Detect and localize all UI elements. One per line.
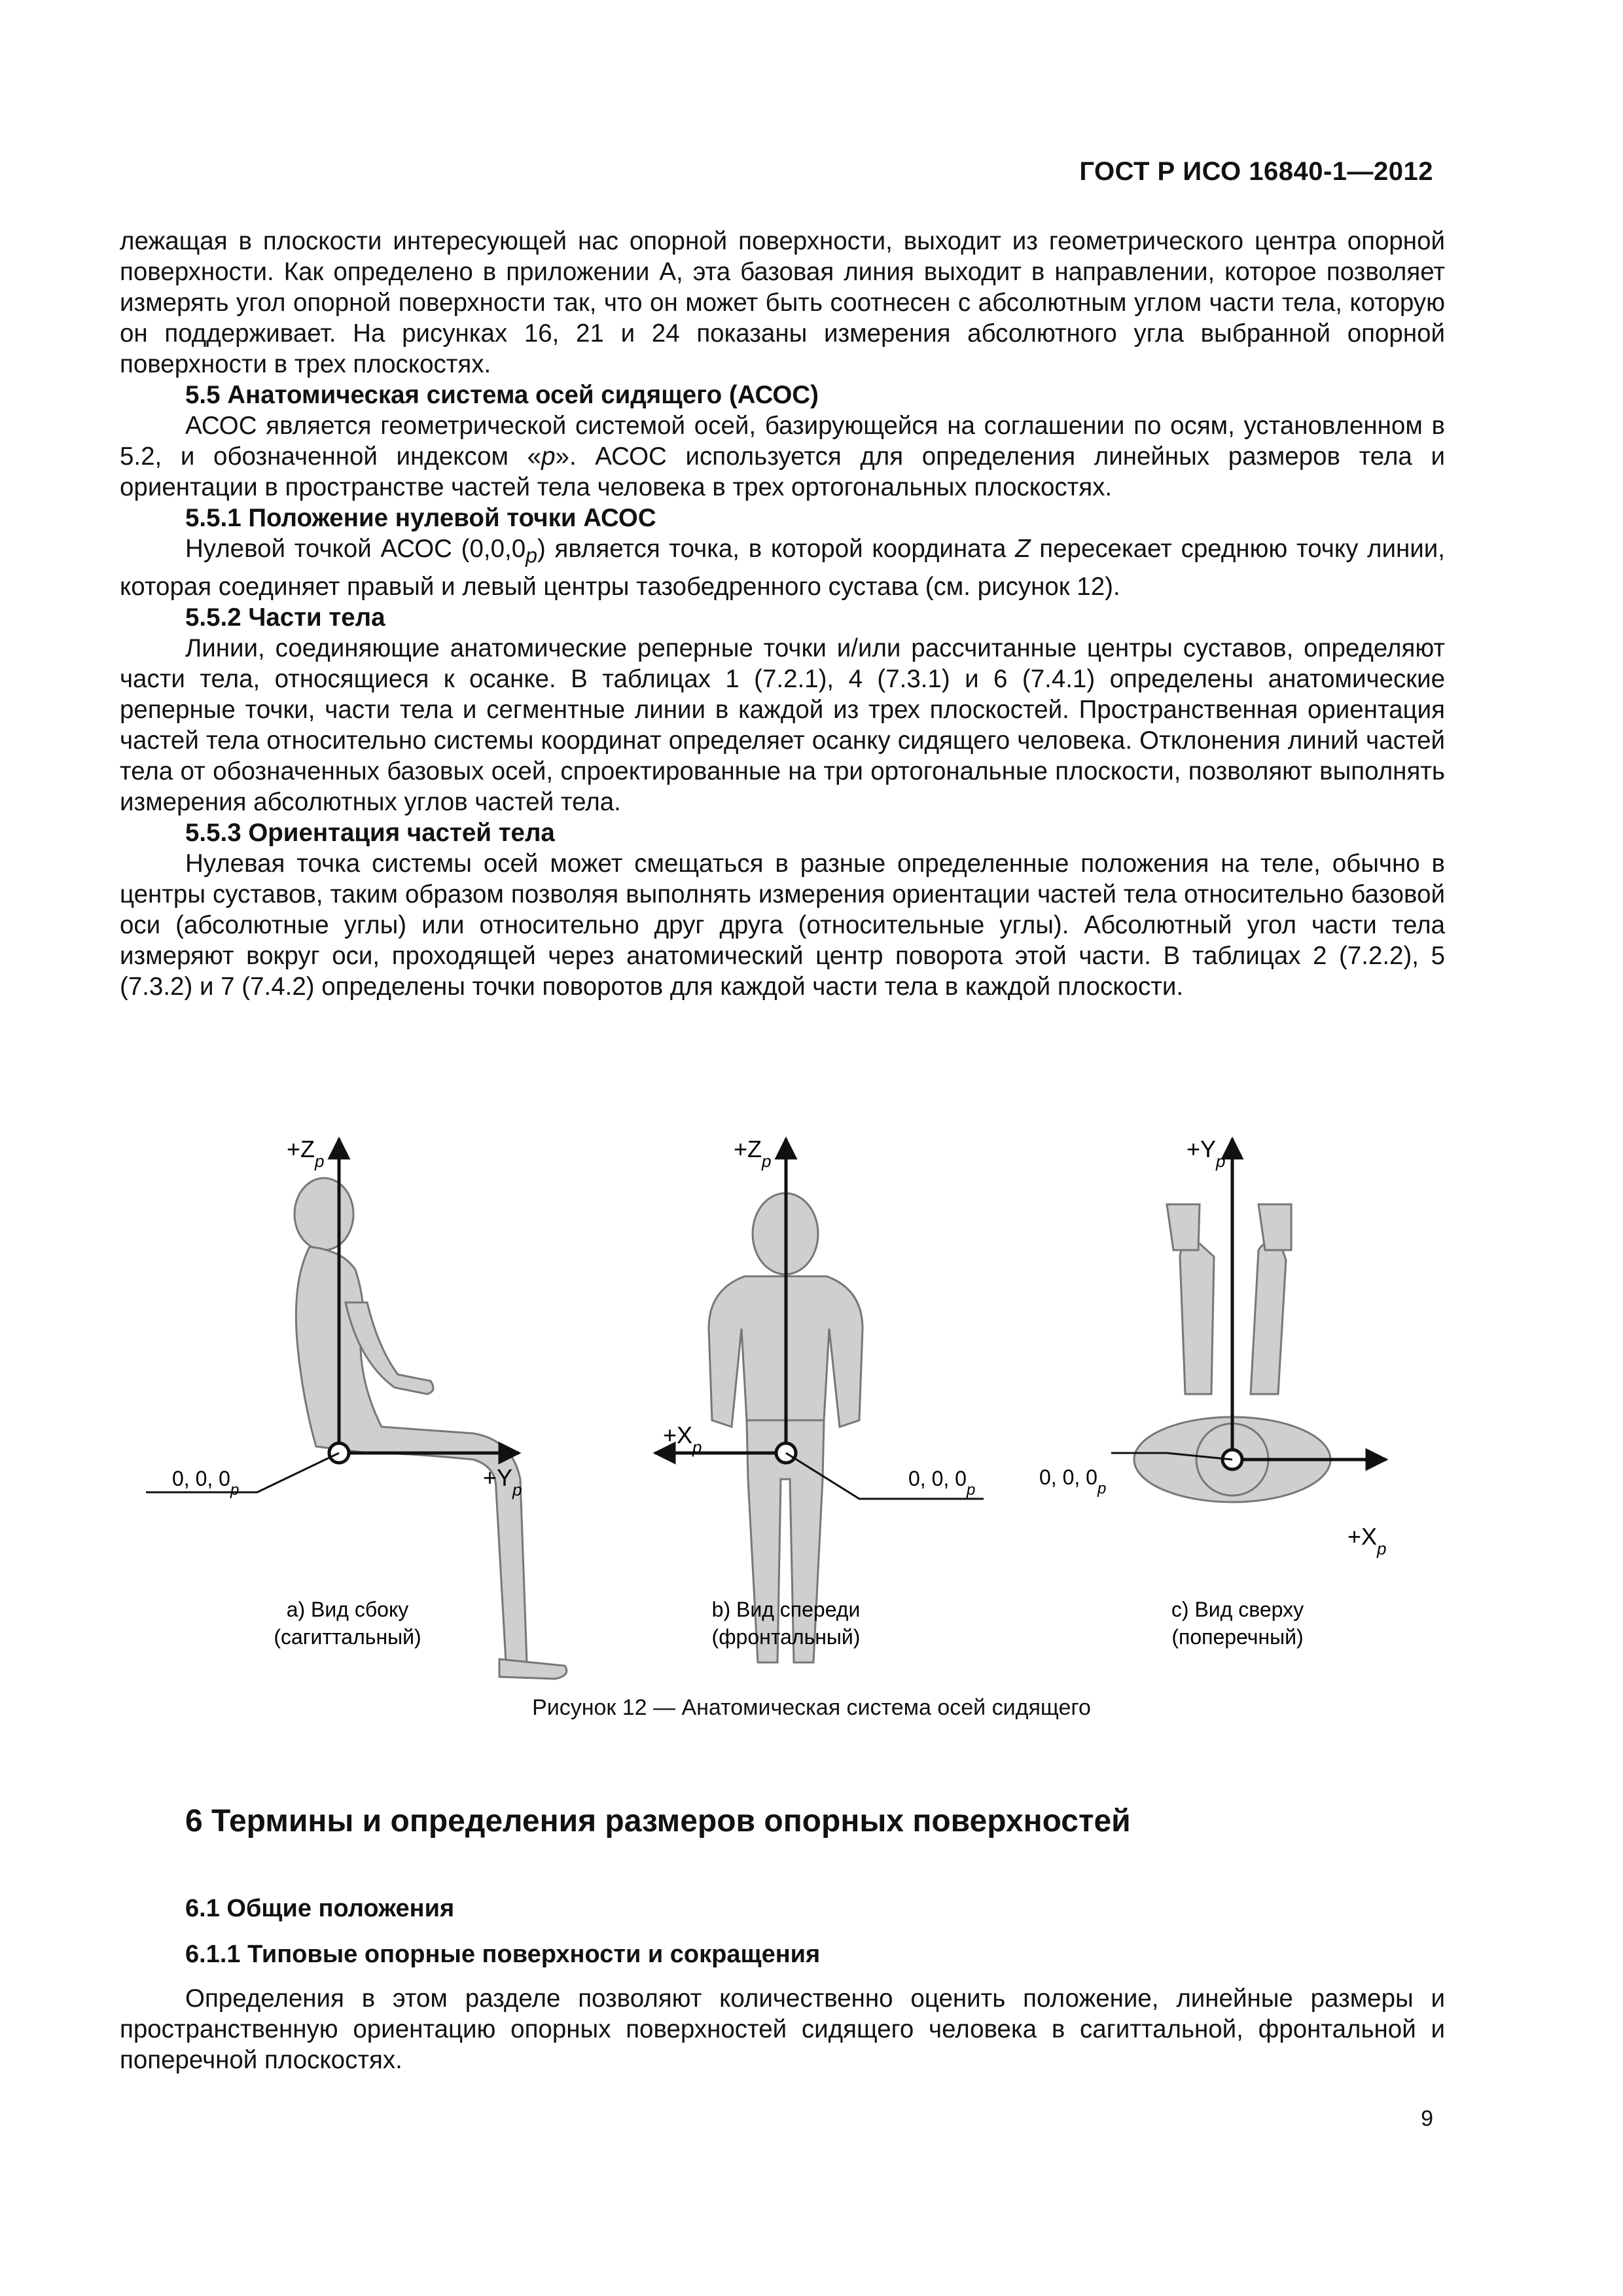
view-front-label-1: b) Вид спереди [711, 1598, 861, 1621]
paragraph-5-5-1 [120, 533, 1445, 602]
view-side-label-2: (сагиттальный) [274, 1625, 421, 1649]
italic-z: Z [1015, 535, 1031, 563]
view-top-label-2: (поперечный) [1171, 1625, 1304, 1649]
page-number: 9 [1421, 2106, 1433, 2131]
italic-p: p [541, 442, 556, 471]
view-top-label-1: c) Вид сверху [1171, 1598, 1304, 1621]
text-span: Нулевой точкой АСОС (0,0,0 [185, 535, 526, 563]
axis-label-y-top [1186, 1136, 1226, 1171]
paragraph-6-1-1: Определения в этом разделе позволяют количественно оценить положение, линейные размеры и пространственную ориентацию опорных поверхностей сидящего человека в сагиттальной, фронтальной и поперечной плоскостях. [120, 1984, 1445, 2074]
view-front [655, 1136, 984, 1662]
axis-x-text: +X [1347, 1523, 1378, 1550]
axis-label-x-top [1347, 1523, 1387, 1558]
axis-sub-p: p [692, 1437, 702, 1457]
heading-5-5-2: 5.5.2 Части тела [185, 603, 385, 632]
axis-sub-p: p [1216, 1151, 1226, 1171]
text-span: ». АСОС используется для определения линейных размеров тела и ориентации в пространстве частей тела человека в трех ортогональных плоскостях. [120, 442, 1445, 501]
heading-5-5-1: 5.5.1 Положение нулевой точки АСОС [185, 504, 656, 532]
paragraph-5-5 [120, 410, 1445, 503]
subscript-p: p [526, 543, 537, 567]
view-front-label-2: (фронтальный) [711, 1625, 861, 1649]
axis-label-z-side [287, 1136, 324, 1171]
axis-sub-p: p [762, 1151, 772, 1171]
axis-y-text: +Y [483, 1464, 513, 1491]
figure-caption: Рисунок 12 — Анатомическая система осей сидящего [532, 1695, 1091, 1720]
zero-text: 0, 0, 0 [1039, 1465, 1097, 1489]
text-span: АСОС является геометрической системой осей, базирующейся на соглашении по осям, установленном в 5.2, и обозначенной индексом « [120, 412, 1445, 471]
heading-5-5-3: 5.5.3 Ориентация частей тела [185, 818, 555, 847]
heading-6-1-1: 6.1.1 Типовые опорные поверхности и сокращения [185, 1941, 821, 1968]
axis-sub-p: p [512, 1480, 522, 1499]
zero-sub-p: p [230, 1480, 240, 1499]
axis-sub-p: p [1377, 1539, 1387, 1558]
axis-sub-p: p [315, 1151, 325, 1171]
paragraph-5-5-2: Линии, соединяющие анатомические реперные точки и/или рассчитанные центры суставов, определяют части тела, относящиеся к осанке. В таблицах 1 (7.2.1), 4 (7.3.1) и 6 (7.4.1) определены анатомические реперные точки, части тела и сегментные линии в каждой из трех плоскостей. Пространственная ориентация частей тела относительно системы координат определяет осанку сидящего человека. Отклонения линий частей тела от обозначенных базовых осей, спроектированные на три ортогональные плоскости, позволяют выполнять измерения абсолютных углов частей тела. [120, 634, 1445, 816]
zero-label-front [908, 1467, 975, 1499]
view-top [1039, 1136, 1387, 1649]
paragraph-5-5-3: Нулевая точка системы осей может смещаться в разные определенные положения на теле, обычно в центры суставов, таким образом позволяя выполнять измерения ориентации частей тела относительно базовой оси (абсолютные углы) или относительно друг друга (относительные углы). Абсолютный угол части тела измеряют вокруг оси, проходящей через анатомический центр поворота этой части. В таблицах 2 (7.2.2), 5 (7.3.2) и 7 (7.4.2) определены точки поворотов для каждой части тела в каждой плоскости. [120, 849, 1445, 1001]
text-span: ) является точка, в которой координата [537, 535, 1016, 563]
figure-12-svg [120, 1113, 1445, 1702]
heading-6-1: 6.1 Общие положения [185, 1895, 455, 1922]
intro-paragraph: лежащая в плоскости интересующей нас опорной поверхности, выходит из геометрического центра опорной поверхности. Как определено в приложении А, эта базовая линия выходит в направлении, которое позволяет измерять угол опорной поверхности так, что он может быть соотнесен с абсолютным углом части тела, которую он поддерживает. На рисунках 16, 21 и 24 показаны измерения абсолютного угла выбранной опорной поверхности в трех плоскостях. [120, 227, 1445, 378]
text-span: пересекает среднюю точку линии, которая соединяет правый и левый центры тазобедренного сустава (см. рисунок 12). [120, 535, 1445, 601]
figure-12 [120, 1113, 1445, 1702]
heading-6: 6 Термины и определения размеров опорных поверхностей [185, 1804, 1131, 1839]
zero-text: 0, 0, 0 [172, 1467, 230, 1490]
document-code-header: ГОСТ Р ИСО 16840-1—2012 [1079, 157, 1433, 186]
body-text-bottom [120, 1983, 1445, 2075]
zero-sub-p: p [966, 1480, 976, 1499]
heading-5-5: 5.5 Анатомическая система осей сидящего (АСОС) [185, 381, 819, 409]
view-side-label-1: a) Вид сбоку [286, 1598, 409, 1621]
axis-label-z-front [734, 1136, 771, 1171]
zero-label-side [172, 1467, 239, 1499]
view-side [146, 1136, 567, 1679]
zero-sub-p: p [1097, 1479, 1107, 1498]
axis-z-text: +Z [287, 1136, 315, 1162]
axis-x-text: +X [663, 1422, 693, 1448]
zero-label-top [1039, 1465, 1106, 1498]
zero-text: 0, 0, 0 [908, 1467, 967, 1490]
body-text-top [120, 226, 1445, 1002]
axis-y-text: +Y [1186, 1136, 1217, 1162]
axis-z-text: +Z [734, 1136, 762, 1162]
